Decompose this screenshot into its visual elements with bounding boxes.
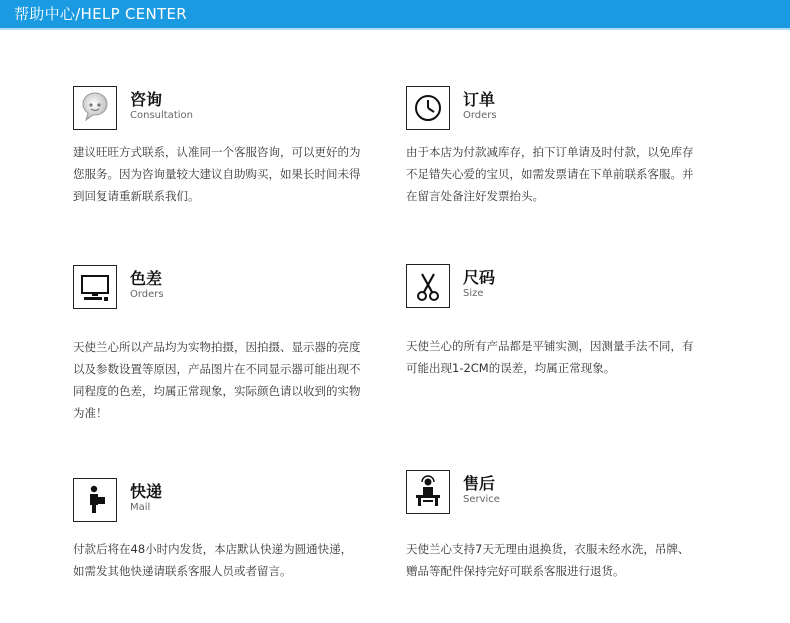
section-description: 建议旺旺方式联系，认准同一个客服咨询，可以更好的为您服务。因为咨询量较大建议自助购买，如果长时间未得到回复请重新联系我们。	[73, 145, 361, 203]
section-title: 尺码	[463, 268, 496, 287]
section-service	[406, 470, 706, 590]
section-subtitle: Size	[463, 288, 484, 299]
section-consultation	[73, 86, 373, 216]
section-size	[406, 264, 706, 394]
section-title: 售后	[463, 474, 496, 493]
section-description: 天使兰心所以产品均为实物拍摄，因拍摄、显示器的亮度以及参数设置等原因，产品图片在不同显示器可能出现不同程度的色差，均属正常现象，实际颜色请以收到的实物为准！	[73, 340, 361, 420]
section-subtitle: Mail	[130, 502, 151, 513]
section-orders	[406, 86, 706, 216]
section-description: 天使兰心的所有产品都是平铺实测，因测量手法不同，有可能出现1-2CM的误差，均属正常现象。	[406, 339, 694, 375]
section-color-difference	[73, 265, 373, 435]
chat-bubble-icon	[73, 86, 117, 130]
section-subtitle: Orders	[463, 110, 497, 121]
section-subtitle: Service	[463, 494, 500, 505]
computer-monitor-icon	[73, 265, 117, 309]
service-desk-icon	[406, 470, 450, 514]
help-center-header	[0, 0, 790, 28]
section-subtitle: Orders	[130, 289, 164, 300]
section-description: 付款后将在48小时内发货，本店默认快递为圆通快递，如需发其他快递请联系客服人员或者留言。	[73, 542, 353, 578]
header-divider	[0, 28, 790, 30]
section-title: 咨询	[130, 90, 163, 109]
clock-icon	[406, 86, 450, 130]
section-description: 由于本店为付款减库存，拍下订单请及时付款，以免库存不足错失心爱的宝贝，如需发票请在下单前联系客服。并在留言处备注好发票抬头。	[406, 145, 694, 203]
section-mail	[73, 478, 373, 588]
scissors-icon	[406, 264, 450, 308]
section-title: 订单	[463, 90, 496, 109]
section-subtitle: Consultation	[130, 110, 193, 121]
section-title: 色差	[130, 269, 163, 288]
section-description: 天使兰心支持7天无理由退换货，衣服未经水洗，吊牌、赠品等配件保持完好可联系客服进行退货。	[406, 542, 690, 578]
section-title: 快递	[130, 482, 163, 501]
page-title: 帮助中心/HELP CENTER	[14, 5, 188, 23]
courier-package-icon	[73, 478, 117, 522]
